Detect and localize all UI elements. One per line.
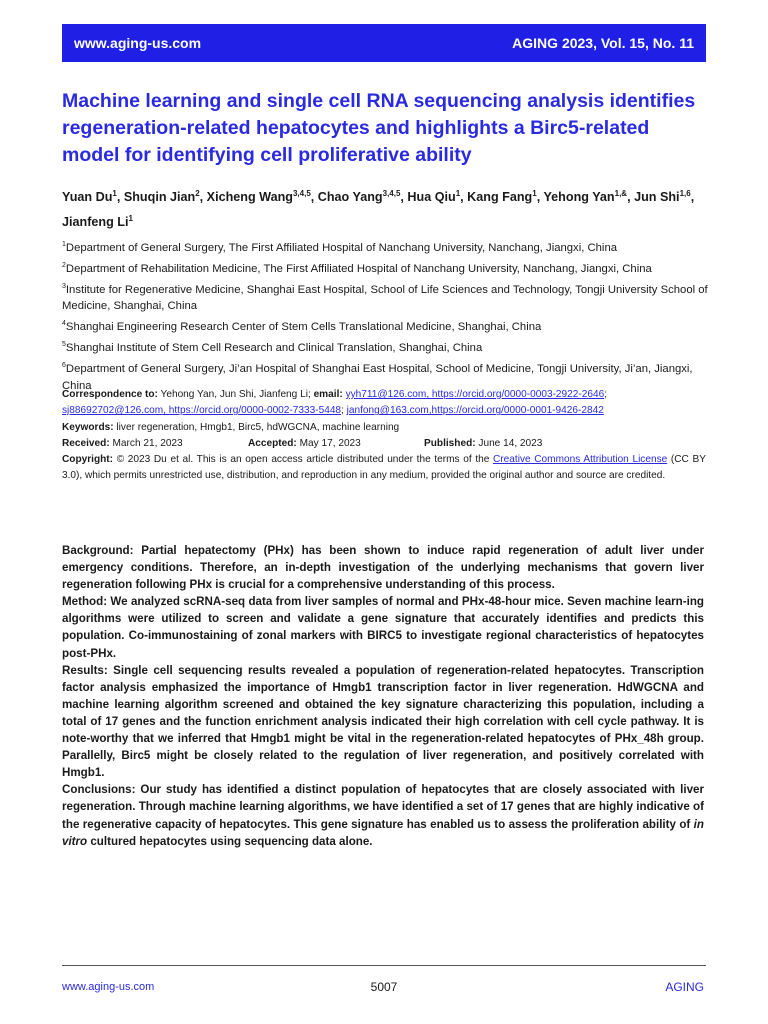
footer-journal: AGING: [665, 980, 704, 994]
email-link-2[interactable]: sj88692702@126.com, https://orcid.org/0000-0002-7333-5448: [62, 405, 342, 417]
email-link-1[interactable]: yyh711@126.com, https://orcid.org/0000-0003-2922-2646: [345, 389, 605, 400]
keywords-text: liver regeneration, Hmgb1, Birc5, hdWGCNA, machine learning: [116, 421, 400, 433]
paper-title: Machine learning and single cell RNA sequencing analysis identifies regeneration-related hepatocytes and highlights a Birc5-related model for identifying cell proliferative ability: [62, 90, 696, 166]
journal-website-link[interactable]: www.aging-us.com: [74, 35, 202, 51]
copyright-label: Copyright:: [62, 454, 114, 466]
author-name: Shuqin Jian$^2$: [123, 189, 200, 205]
abstract: [62, 542, 704, 850]
affiliation-item: $^1$Department of General Surgery, The First Affiliated Hospital of Nanchang University, Nanchang, Jiangxi, China: [62, 241, 618, 254]
journal-issue: AGING 2023, Vol. 15, No. 11: [512, 35, 694, 51]
author-name: Kang Fang$^1$: [467, 189, 537, 205]
keywords: [62, 420, 706, 436]
keywords-label: Keywords:: [62, 421, 114, 433]
article-metadata: [62, 387, 706, 485]
received-date: Received: March 21, 2023: [62, 437, 183, 449]
author-name: Chao Yang$^{3,4,5}$: [317, 189, 401, 205]
published-date: Published: June 14, 2023: [424, 437, 543, 449]
license-link[interactable]: Creative Commons Attribution License: [493, 454, 668, 466]
email-label: email:: [313, 389, 343, 400]
author-name: Hua Qiu$^1$: [407, 189, 461, 205]
affiliation-item: $^4$Shanghai Engineering Research Center of Stem Cells Translational Medicine, Shanghai, China: [62, 320, 542, 334]
affiliation-list: [62, 236, 712, 395]
abstract-conclusions: Conclusions: Our study has identified a distinct population of hepatocytes that are closely associated with liver regeneration. Through machine learning algorithms, we have identified a set of 17 genes that are highly indicative of the regenerative capacity of hepatocytes. This gene signature has enabled us to assess the proliferation ability of in vitro cultured hepatocytes using sequencing data alone.: [62, 783, 704, 848]
abstract-background: Background: Partial hepatectomy (PHx) has been shown to induce rapid regeneration of adult liver under emergency conditions. Therefore, an in-depth investigation of the underlying mechanisms that govern liver regeneration following PHx is crucial for a comprehensive understanding of this process.: [62, 544, 704, 592]
author-name: Jun Shi$^{1,6}$: [634, 189, 691, 205]
author-name: Xicheng Wang$^{3,4,5}$: [206, 189, 311, 205]
article-dates: [62, 436, 706, 452]
abstract-results: Results: Single cell sequencing results revealed a population of regeneration-related hepatocytes. Transcription factor analysis emphasized the importance of Hmgb1 transcription factor in liver regeneration. HdWGCNA and machine learning algorithm screened and obtained the key signature characterizing this population, including a total of 17 genes and the function enrichment analysis indicated their high correlation with cell cycle pathway. It is note-worthy that we inferred that Hmgb1 might be vital in the regeneration-related hepatocytes of PHx_48h group. Parallelly, Birc5 might be closely related to the regulation of liver regeneration, and positively correlated with Hmgb1.: [62, 663, 704, 780]
author-name: Yuan Du$^1$: [62, 189, 117, 205]
affiliation-item: $^3$Institute for Regenerative Medicine, Shanghai East Hospital, School of Life Sciences and Technology, Tongji University School of Medicine, Shanghai, China: [62, 282, 708, 313]
header-banner: [62, 24, 706, 62]
accepted-date: Accepted: May 17, 2023: [248, 437, 361, 449]
email-link-3[interactable]: janfong@163.com,https://orcid.org/0000-0001-9426-2842: [346, 405, 604, 417]
abstract-method: Method: We analyzed scRNA-seq data from liver samples of normal and PHx-48-hour mice. Seven machine learn-ing algorithms were utilized to screen and validate a gene signature that accurately identifies and predicts this population. Co-immunostaining of zonal markers with BIRC5 to investigate regional characteristics of hepatocytes post-PHx.: [62, 595, 704, 660]
correspondence-label: Correspondence to:: [62, 389, 158, 400]
footer-divider: [62, 965, 706, 966]
copyright-notice: Copyright: © 2023 Du et al. This is an open access article distributed under the terms of the Creative Commons Attribution License (CC BY 3.0), which permits unrestricted use, distribution, and reproduction in any medium, provided the original author and source are credited.: [62, 454, 706, 482]
affiliation-item: $^2$Department of Rehabilitation Medicine, The First Affiliated Hospital of Nanchang University, Nanchang, Jiangxi, China: [62, 261, 652, 275]
author-list: Yuan Du$^1$, Shuqin Jian$^2$, Xicheng Wang$^{3,4,5}$, Chao Yang$^{3,4,5}$, Hua Qiu$^1$, Kang Fang$^1$, Yehong Yan$^{1,\&}$, Jun Shi$^{1,6}$, Jianfeng Li$^1$: [62, 189, 695, 230]
correspondence: Correspondence to: Yehong Yan, Jun Shi, Jianfeng Li; email: yyh711@126.com, https://orcid.org/0000-0003-2922-2646; sj88692702@126.com, https://orcid.org/0000-0002-7333-5448; janfong@163.com,https://orcid.org/0000-0001-9426-2842: [62, 389, 608, 417]
affiliation-item: $^5$Shanghai Institute of Stem Cell Research and Clinical Translation, Shanghai, China: [62, 341, 483, 354]
page-number: 5007: [370, 980, 398, 994]
author-name: Jianfeng Li$^1$: [62, 214, 133, 230]
affiliation-item: $^6$Department of General Surgery, Ji’an Hospital of Shanghai East Hospital, School of Medicine, Tongji University, Ji’an, Jiangxi, China: [62, 361, 693, 392]
footer-website-link[interactable]: www.aging-us.com: [62, 981, 155, 993]
author-name: Yehong Yan$^{1,\&}$: [543, 189, 628, 205]
correspondence-names: Yehong Yan, Jun Shi, Jianfeng Li;: [160, 389, 311, 400]
